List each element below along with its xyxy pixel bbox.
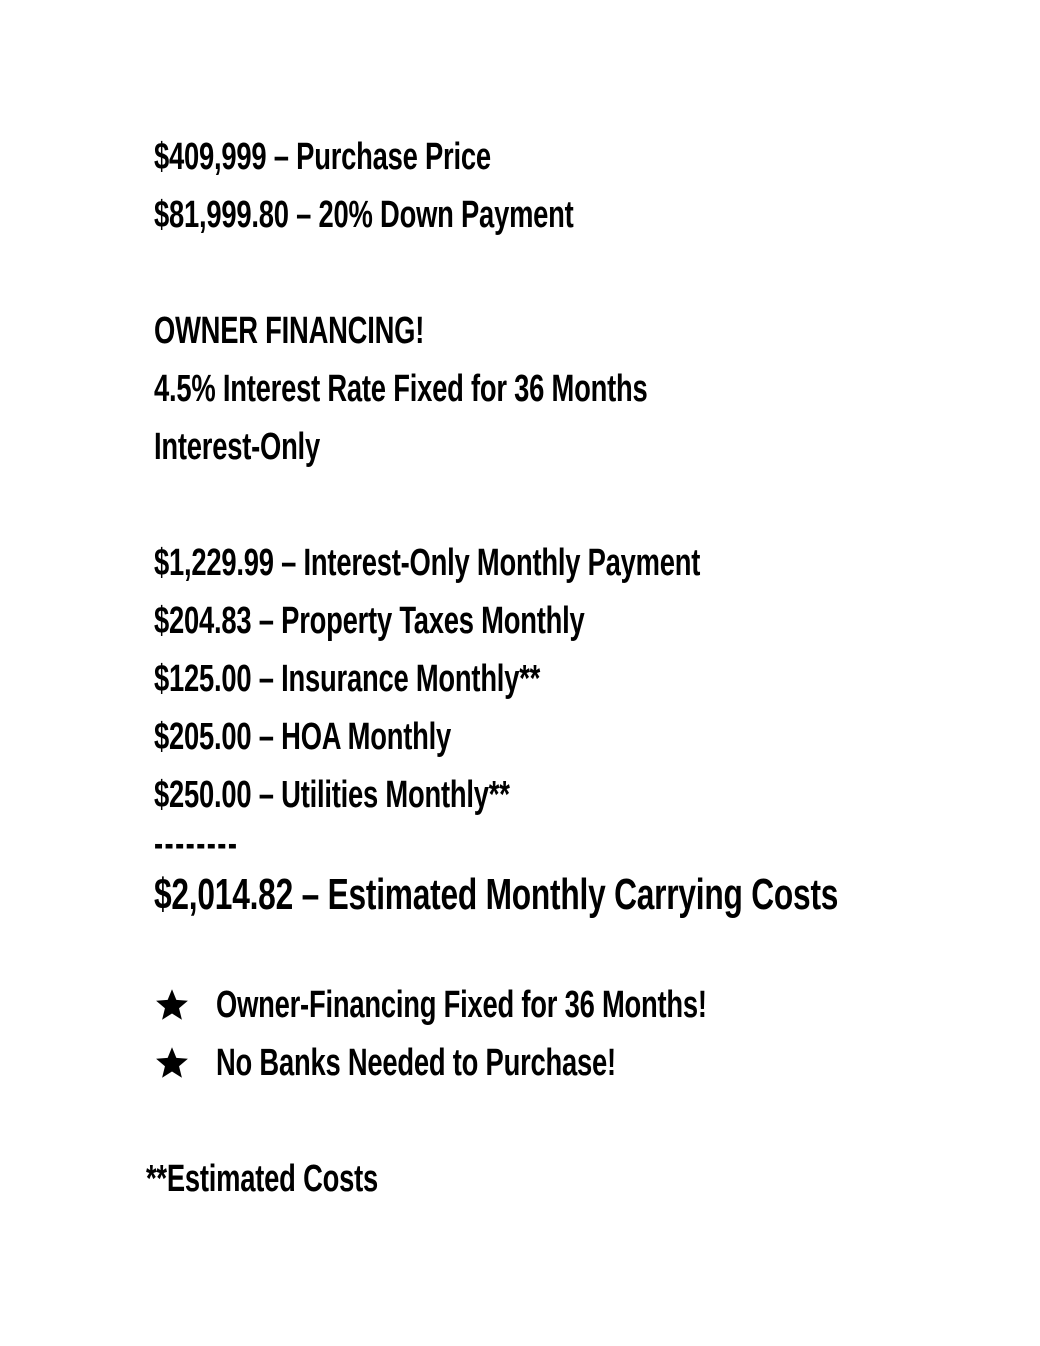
purchase-price: $409,999 – Purchase Price — [154, 136, 491, 178]
spacer — [154, 1092, 1014, 1150]
spacer — [154, 244, 1014, 302]
highlight-item — [154, 976, 1014, 1034]
down-payment: $81,999.80 – 20% Down Payment — [154, 194, 574, 236]
listing-details — [146, 128, 1014, 1208]
spacer — [154, 476, 1014, 534]
highlight-text: No Banks Needed to Purchase! — [216, 1041, 616, 1084]
monthly-cost-hoa: $205.00 – HOA Monthly — [154, 716, 452, 758]
financing-rate: 4.5% Interest Rate Fixed for 36 Months — [154, 368, 648, 410]
financing-type: Interest-Only — [154, 426, 320, 468]
highlight-text: Owner-Financing Fixed for 36 Months! — [216, 983, 707, 1026]
footnote: **Estimated Costs — [146, 1158, 379, 1200]
monthly-cost-interest: $1,229.99 – Interest-Only Monthly Payment — [154, 542, 701, 584]
highlight-item — [154, 1034, 1014, 1092]
total-monthly-costs: $2,014.82 – Estimated Monthly Carrying Costs — [154, 870, 839, 919]
monthly-cost-taxes: $204.83 – Property Taxes Monthly — [154, 600, 585, 642]
spacer — [154, 926, 1014, 976]
star-icon — [154, 1045, 190, 1081]
monthly-cost-utilities: $250.00 – Utilities Monthly** — [154, 774, 510, 816]
financing-headline: OWNER FINANCING! — [154, 310, 425, 352]
monthly-cost-insurance: $125.00 – Insurance Monthly** — [154, 658, 541, 700]
star-icon — [154, 987, 190, 1023]
total-divider: -------- — [154, 823, 239, 865]
